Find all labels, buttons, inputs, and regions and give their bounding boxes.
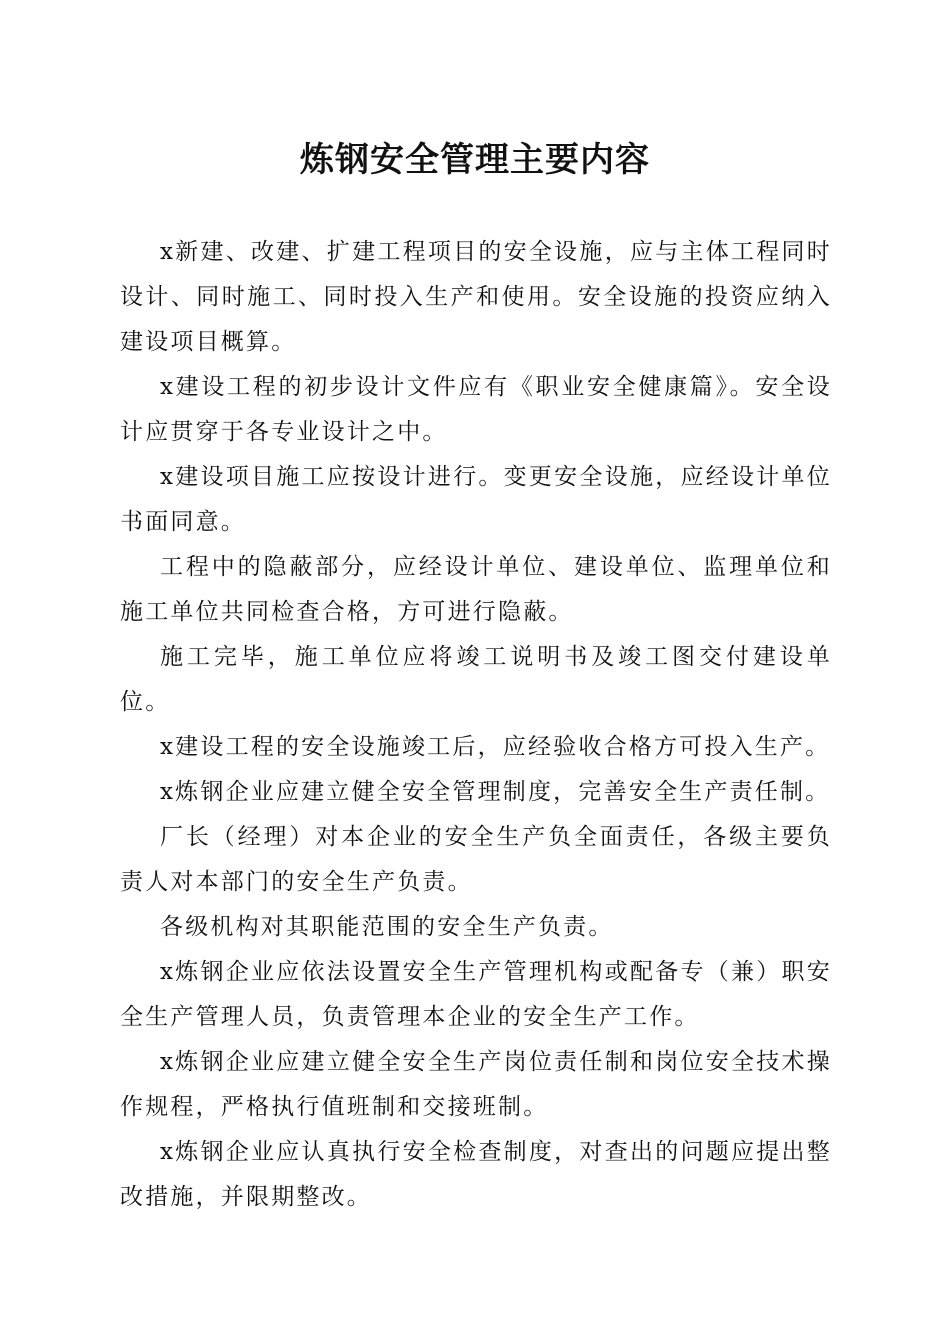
paragraph: x建设项目施工应按设计进行。变更安全设施，应经设计单位书面同意。 <box>120 464 832 535</box>
paragraph: x新建、改建、扩建工程项目的安全设施，应与主体工程同时设计、同时施工、同时投入生产和使用。安全设施的投资应纳入建设项目概算。 <box>120 239 832 355</box>
paragraph: x建设工程的初步设计文件应有《职业安全健康篇》。安全设计应贯穿于各专业设计之中。 <box>120 374 832 445</box>
paragraph: 施工完毕，施工单位应将竣工说明书及竣工图交付建设单位。 <box>120 644 832 715</box>
paragraph: x建设工程的安全设施竣工后，应经验收合格方可投入生产。 <box>160 734 831 760</box>
page-title: 炼钢安全管理主要内容 <box>300 140 650 180</box>
paragraph: x炼钢企业应依法设置安全生产管理机构或配备专（兼）职安全生产管理人员，负责管理本企业的安全生产工作。 <box>120 959 832 1030</box>
paragraph: x炼钢企业应认真执行安全检查制度，对查出的问题应提出整改措施，并限期整改。 <box>120 1139 832 1210</box>
paragraph: 工程中的隐蔽部分，应经设计单位、建设单位、监理单位和施工单位共同检查合格，方可进行隐蔽。 <box>120 554 832 625</box>
document-body <box>120 230 832 1220</box>
paragraph: 厂长（经理）对本企业的安全生产负全面责任，各级主要负责人对本部门的安全生产负责。 <box>120 824 832 895</box>
paragraph: x炼钢企业应建立健全安全生产岗位责任制和岗位安全技术操作规程，严格执行值班制和交接班制。 <box>120 1049 832 1120</box>
paragraph: x炼钢企业应建立健全安全管理制度，完善安全生产责任制。 <box>160 779 831 805</box>
paragraph: 各级机构对其职能范围的安全生产负责。 <box>160 914 614 940</box>
